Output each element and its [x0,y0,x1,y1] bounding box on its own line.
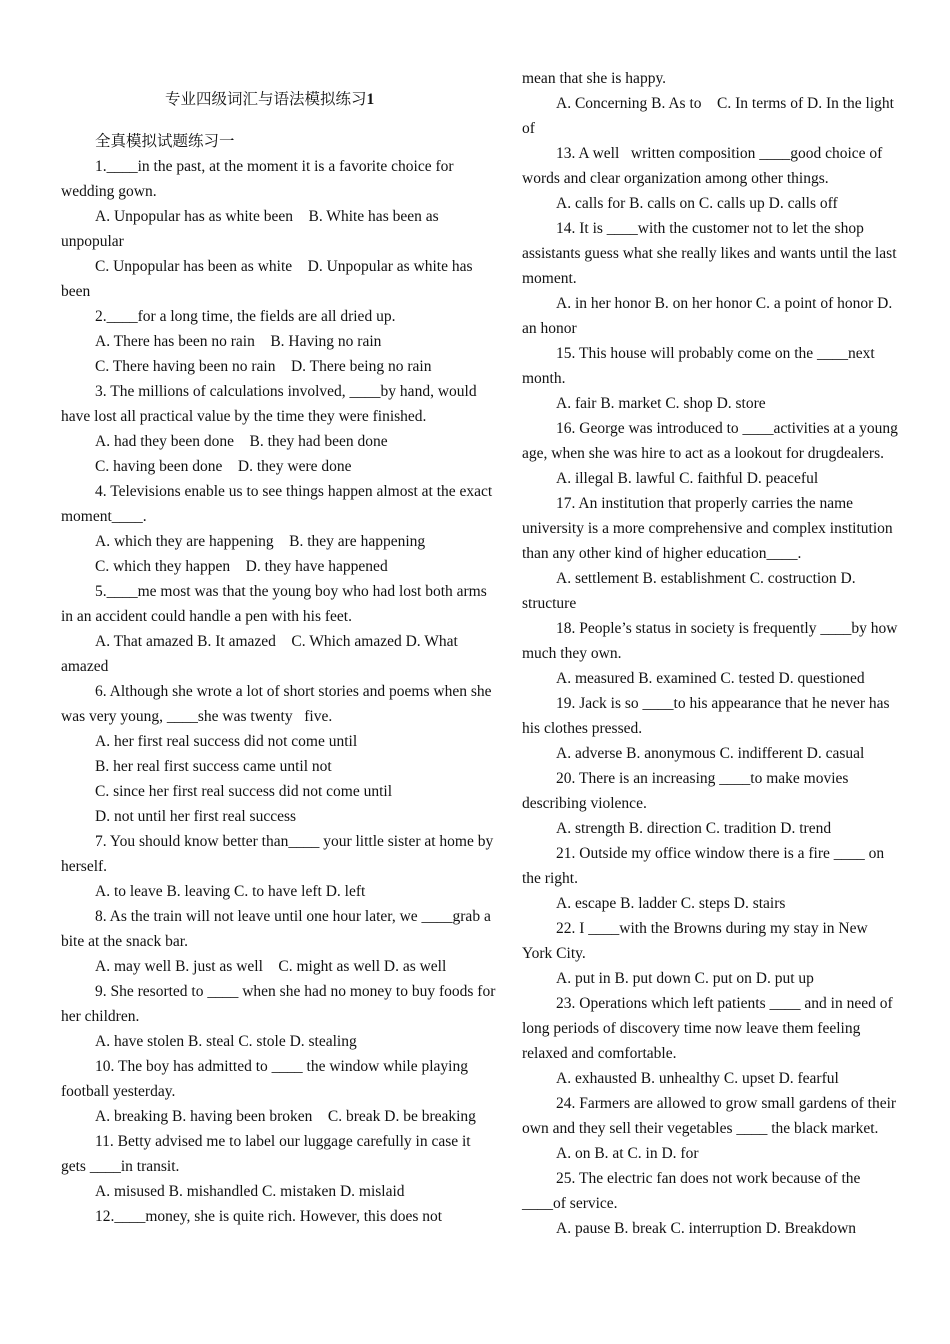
question-line: C. having been done D. they were done [95,458,352,475]
question-line: A. put in B. put down C. put on D. put up [556,970,814,987]
question-line: A. illegal B. lawful C. faithful D. peaceful [556,470,819,487]
question-line: A. strength B. direction C. tradition D. trend [556,820,832,837]
question-line: A. There has been no rain B. Having no rain [95,333,382,350]
question-line: A. on B. at C. in D. for [556,1145,699,1162]
question-line: 11. Betty advised me to label our luggage carefully in case it gets ____in transit. [61,1133,475,1175]
question-line: 23. Operations which left patients ____ and in need of long periods of discovery time now leave them feeling relaxed and comfortable. [522,995,897,1062]
question-line: A. adverse B. anonymous C. indifferent D. casual [556,745,865,762]
question-line: A. calls for B. calls on C. calls up D. calls off [556,195,838,212]
question-line: 10. The boy has admitted to ____ the window while playing football yesterday. [61,1058,472,1100]
question-line: 8. As the train will not leave until one hour later, we ____grab a bite at the snack bar. [61,908,495,950]
question-line: C. since her first real success did not come until [95,783,393,800]
question-line: D. not until her first real success [95,808,297,825]
right-column [522,66,900,1241]
question-line: 13. A well written composition ____good choice of words and clear organization among other things. [522,145,887,187]
question-line: 15. This house will probably come on the ____next month. [522,345,879,387]
question-line: A. escape B. ladder C. steps D. stairs [556,895,786,912]
question-line: A. have stolen B. steal C. stole D. stealing [95,1033,357,1050]
document-subtitle: 全真模拟试题练习一 [95,133,235,150]
question-line: C. There having been no rain D. There being no rain [95,358,432,375]
question-line: A. in her honor B. on her honor C. a point of honor D. an honor [522,295,897,337]
question-line: C. Unpopular has been as white D. Unpopular as white has been [61,258,477,300]
question-line: 19. Jack is so ____to his appearance that he never has his clothes pressed. [522,695,894,737]
question-line: A. which they are happening B. they are happening [95,533,426,550]
question-line: 18. People’s status in society is frequently ____by how much they own. [522,620,902,662]
question-line: A. misused B. mishandled C. mistaken D. mislaid [95,1183,405,1200]
continued-line: mean that she is happy. [522,70,667,87]
question-line: A. to leave B. leaving C. to have left D. left [95,883,366,900]
question-line: 16. George was introduced to ____activities at a young age, when she was hire to act as a lookout for drugdealers. [522,420,902,462]
question-line: 21. Outside my office window there is a fire ____ on the right. [522,845,889,887]
question-line: 6. Although she wrote a lot of short stories and poems when she was very young, ____she was twenty five. [61,683,496,725]
question-line: 22. I ____with the Browns during my stay in New York City. [522,920,872,962]
left-column [61,87,499,1229]
question-line: 5.____me most was that the young boy who had lost both arms in an accident could handle a pen with his feet. [61,583,491,625]
question-line: A. her first real success did not come until [95,733,358,750]
left-question-list [61,154,499,1229]
title-text: 专业四级词汇与语法模拟练习 [165,91,367,108]
question-line: 4. Televisions enable us to see things happen almost at the exact moment____. [61,483,497,525]
right-question-list [522,91,900,1241]
question-line: A. Unpopular has as white been B. White has been as unpopular [61,208,443,250]
question-line: A. That amazed B. It amazed C. Which amazed D. What amazed [61,633,462,675]
question-line: A. measured B. examined C. tested D. questioned [556,670,865,687]
question-line: 14. It is ____with the customer not to let the shop assistants guess what she really likes and wants until the last moment. [522,220,901,287]
question-line: 7. You should know better than____ your little sister at home by herself. [61,833,498,875]
question-line: A. exhausted B. unhealthy C. upset D. fearful [556,1070,839,1087]
question-line: 20. There is an increasing ____to make movies describing violence. [522,770,853,812]
question-line: A. pause B. break C. interruption D. Breakdown [556,1220,857,1237]
question-line: A. Concerning B. As to C. In terms of D. In the light of [522,95,898,137]
question-line: 9. She resorted to ____ when she had no money to buy foods for her children. [61,983,500,1025]
question-line: A. settlement B. establishment C. costruction D. structure [522,570,860,612]
document-title [61,87,499,112]
question-line: 17. An institution that properly carries the name university is a more comprehensive and complex institution than any other kind of higher education____. [522,495,897,562]
question-line: 2.____for a long time, the fields are all dried up. [95,308,396,325]
question-line: C. which they happen D. they have happened [95,558,388,575]
question-line: A. breaking B. having been broken C. break D. be breaking [95,1108,476,1125]
question-line: A. fair B. market C. shop D. store [556,395,766,412]
question-line: 1.____in the past, at the moment it is a favorite choice for wedding gown. [61,158,458,200]
question-line: B. her real first success came until not [95,758,332,775]
question-line: 3. The millions of calculations involved, ____by hand, would have lost all practical value by the time they were finished. [61,383,481,425]
question-line: A. may well B. just as well C. might as well D. as well [95,958,447,975]
question-line: 25. The electric fan does not work because of the ____of service. [522,1170,865,1212]
question-line: A. had they been done B. they had been done [95,433,388,450]
title-number: 1 [366,91,375,108]
question-line: 24. Farmers are allowed to grow small gardens of their own and they sell their vegetables ____ the black market. [522,1095,900,1137]
question-line: 12.____money, she is quite rich. However, this does not [95,1208,443,1225]
